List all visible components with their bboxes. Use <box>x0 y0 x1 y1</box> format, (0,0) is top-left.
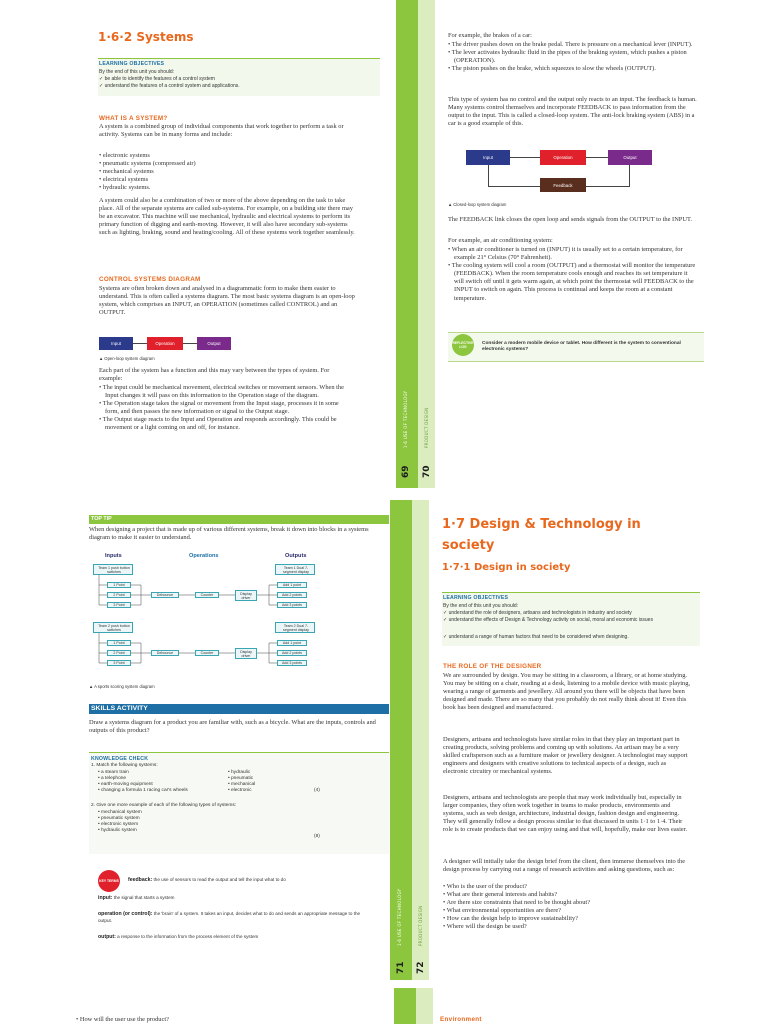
list-item: pneumatic systems (compressed air) <box>102 160 196 168</box>
team1-debounce: Debounce <box>151 592 179 598</box>
strip-label: PRODUCT DESIGN <box>424 407 429 448</box>
spread-3 <box>0 988 768 1024</box>
list-item: hydraulic systems. <box>102 184 151 192</box>
section-heading: Environment <box>440 1016 482 1023</box>
paragraph: The FEEDBACK link closes the open loop and sends signals from the OUTPUT to the INPUT. <box>448 216 693 223</box>
column-heading: Inputs <box>105 553 122 559</box>
key-term-feedback <box>128 877 368 884</box>
team1-1pt: 1 Point <box>107 582 131 588</box>
lo-line: By the end of this unit you should: <box>99 69 175 75</box>
section-heading: THE ROLE OF THE DESIGNER <box>443 663 542 670</box>
bullet-list: • The input could be mechanical movement, electrical switches or movement sensors. When the Input changes it will pass on this information to the Operation stage of the diagram. • The Operation stage takes the signal or movement from the Input stage, processes it in some form, and then passes the new information or signal to the Output stage. • The Output stage reacts to the Input and Operation and responds accordingly. This could be movement or a light coming on and off, for instance. <box>99 384 344 432</box>
paragraph: Systems are often broken down and analysed in a diagrammatic form to make them easier to understand. This is often called a systems diagram. The most basic systems diagram is an open-loop system, which comprises an INPUT, an OPERATION (sometimes called CONTROL) and an OUTPUT. <box>99 285 355 317</box>
list-item: hydraulic <box>231 770 251 775</box>
skills-activity-text: Draw a systems diagram for a product you are familiar with, such as a bicycle. What are the inputs, controls and outputs of this product? <box>89 719 376 735</box>
section-heading: CONTROL SYSTEMS DIAGRAM <box>99 276 201 283</box>
closed-loop-diagram <box>448 146 658 196</box>
term: operation (or control): <box>98 911 153 917</box>
list-item: electrical systems <box>102 176 149 184</box>
arrow <box>183 343 197 344</box>
top-tip-label: TOP TIP <box>91 516 112 522</box>
strip-label: 1·6 USE OF TECHNOLOGY <box>397 888 402 946</box>
list-item: earth-moving equipment <box>101 782 153 788</box>
list-item: mechanical <box>231 782 256 788</box>
team1-3pt: 3 Point <box>107 602 131 608</box>
strip-label: PRODUCT DESIGN <box>418 905 423 946</box>
section-heading: WHAT IS A SYSTEM? <box>99 115 168 122</box>
paragraph: A designer will initially take the design brief from the client, then immerse themselves into the design process by carrying out a range of research activities and asking questions, such as: <box>443 858 686 874</box>
lo-line: ✓ be able to identify the features of a control system <box>99 76 215 82</box>
page-number: 69 <box>401 465 411 478</box>
list-item: The driver pushes down on the brake pedal. There is pressure on a mechanical lever (INPUT). <box>451 41 693 48</box>
team2-add1: Add 1 point <box>277 640 307 646</box>
learning-objectives-heading: LEARNING OBJECTIVES <box>99 61 165 67</box>
page-number: 70 <box>422 465 432 478</box>
key-term-output <box>98 934 368 941</box>
list-item: electronic systems <box>102 152 150 159</box>
arrow <box>510 157 540 158</box>
definition: the use of sensors to read the output and tell the input what to do <box>153 877 286 882</box>
list-item: What environmental opportunities are there? <box>446 907 562 915</box>
figure-caption: ▲ A sports scoring system diagram <box>89 684 155 689</box>
lo-line: ✓ understand a range of human factors that need to be considered when designing. <box>443 634 629 640</box>
paragraph: A system is a combined group of individual components that work together to perform a task or activity. Systems can be in many forms and include: <box>99 123 344 139</box>
kc-q2-marks: (8) <box>314 834 320 839</box>
team2-add3: Add 3 points <box>277 660 307 666</box>
arrow <box>133 343 147 344</box>
page-title: 1·6·2 Systems <box>98 30 194 44</box>
team2-add2: Add 2 points <box>277 650 307 656</box>
list-item: mechanical systems <box>102 168 154 176</box>
list-item: changing a formula 1 racing car's wheels <box>101 788 188 794</box>
team1-switches: Team 1 push button switches <box>93 564 133 575</box>
diagram-connectors <box>89 550 339 680</box>
figure-caption: ▲ Open-loop system diagram <box>99 356 155 361</box>
team2-display: Team 2 Dual 7-segment display <box>275 622 315 633</box>
list-item: electronic <box>231 788 252 794</box>
list-item: a telephone <box>101 776 127 782</box>
operation-box: Operation <box>147 337 183 350</box>
page-72 <box>412 500 768 980</box>
knowledge-check-heading: KNOWLEDGE CHECK <box>91 756 149 762</box>
definition: the 'brain' of a system. It takes an input, decides what to do and sends an appropriate message to the output. <box>98 911 361 923</box>
paragraph: A system could also be a combination of two or more of the above depending on the task to take place. All of the separate systems are called sub-systems. For example, on a building site there may be an excavator. This machine will use mechanical, hydraulic and electrical systems to perform its primary function of digging and earth-moving. However, it will also have secondary sub-systems such as lighting, braking, sound and heating/cooling. All of these systems work together seamlessly. <box>99 197 355 237</box>
list-item: hydraulic system <box>101 828 137 834</box>
bullet-list: • The driver pushes down on the brake pedal. There is pressure on a mechanical lever (INPUT). • The lever activates hydraulic fluid in the pipes of the braking system, which pushes a piston (OPERATION). • The piston pushes on the brake, which squeezes to slow the wheels (OUTPUT). <box>448 41 693 73</box>
team1-add3: Add 3 points <box>277 602 307 608</box>
kc-q1-marks: (4) <box>314 788 320 793</box>
unit-title: 1·7·1 Design in society <box>442 562 571 573</box>
list-item: pneumatic system <box>101 816 140 822</box>
paragraph: Each part of the system has a function and this may vary between the types of system. For example: <box>99 367 330 383</box>
operation-box: Operation <box>540 150 586 165</box>
list-item: mechanical system <box>101 810 142 815</box>
spread-2 <box>0 500 768 980</box>
list-item: When an air conditioner is turned on (INPUT) it is usually set to a certain temperature, for example 21° Celsius (70° Fahrenheit). <box>451 246 683 262</box>
kc-question-1: 1. Match the following systems: <box>91 763 158 768</box>
page-number: 71 <box>396 961 406 974</box>
output-box: Output <box>197 337 231 350</box>
team2-debounce: Debounce <box>151 650 179 656</box>
top-tip-text: When designing a project that is made up of various different systems, break it down into blocks in a systems diagram to make it easier to understand. <box>89 526 369 542</box>
definition: the signal that starts a system <box>113 895 175 900</box>
team1-add2: Add 2 points <box>277 592 307 598</box>
input-box: Input <box>99 337 133 350</box>
page-71 <box>0 500 406 980</box>
paragraph: Designers, artisans and technologists are people that may work individually but, especially in larger companies, they often work together in teams to make products, environments and systems, such as web design, architecture, industrial design, fashion design and engineering. They will generally follow a design process similar to that discussed in units 1·1 to 1·4. Their role is to create products that we can enjoy using and that will, hopefully, make our lives easier. <box>443 794 688 834</box>
top-tip-bar <box>89 515 389 524</box>
team1-2pt: 2 Point <box>107 592 131 598</box>
bullet-list: • Who is the user of the product? • What are their general interests and habits? • Are there size constraints that need to be thought about? • What environmental opportunities are there? • How can the design help to improve sustainability? • Where will the design be used? <box>443 883 591 931</box>
page-70 <box>418 0 768 488</box>
page-number: 72 <box>416 961 426 974</box>
feedback-box: Feedback <box>540 178 586 192</box>
paragraph: For example, the brakes of a car: <box>448 32 532 39</box>
team2-2pt: 2 Point <box>107 650 131 656</box>
paragraph: Designers, artisans and technologists have similar roles in that they play an important part in creating products, solving problems and coming up with solutions. An artisan may be a very skilled craftsperson such as a furniture maker or jewellery designer. A technologist may support engineers and designers with creative solutions to technical aspects of a design, such as electronic circuitry or mechanical systems. <box>443 736 688 776</box>
paragraph: This type of system has no control and the output only reacts to an input. The feedback is human. Many systems control themselves and incorporate FEEDBACK to pass information from the output to the input. This is called a closed-loop system. The anti-lock braking system (ABS) in a car is a good example of this. <box>448 96 697 128</box>
team1-driver: Display driver <box>235 590 257 601</box>
figure-caption: ▲ Closed-loop system diagram <box>448 202 507 207</box>
list-item: Where will the design be used? <box>446 923 527 931</box>
learning-objectives-heading: LEARNING OBJECTIVES <box>443 595 509 601</box>
column-heading: Operations <box>189 553 219 559</box>
list-item: The Operation stage takes the signal or movement from the Input stage, processes it in some form, and then passes the new information or signal to the Output stage. <box>102 400 339 416</box>
team1-counter: Counter <box>195 592 219 598</box>
page-margin-strip <box>394 988 416 1024</box>
list-item: How can the design help to improve sustainability? <box>446 915 579 923</box>
list-item: a steam train <box>101 770 129 775</box>
definition: a response to the information from the process element of the system <box>117 934 259 939</box>
team1-display: Team 1 Dual 7-segment display <box>275 564 315 575</box>
list-item: electronic system <box>101 822 139 828</box>
input-box: Input <box>466 150 510 165</box>
kc-q1-left: • a steam train • a telephone • earth-moving equipment • changing a formula 1 racing car's wheels <box>98 770 188 794</box>
key-term-operation <box>98 911 368 924</box>
kc-q2-items: • mechanical system • pneumatic system • electronic system • hydraulic system <box>98 810 142 834</box>
paragraph: We are surrounded by design. You may be sitting in a classroom, a library, or at home studying. You may be sitting on a chair, reading at a desk, listening to a mobile device with music playing, wearing a range of garments and jewellery. All around you there will be objects that have been designed and made. There are so many that you probably do not really think about it! Even this book has been designed and manufactured. <box>443 672 691 712</box>
team2-switches: Team 2 push button switches <box>93 622 133 633</box>
list-item: Are there size constraints that need to be thought about? <box>446 899 591 907</box>
bullet-list: • electronic systems • pneumatic systems (compressed air) • mechanical systems • electrical systems • hydraulic systems. <box>99 152 196 192</box>
lo-line: ✓ understand the role of designers, artisans and technologists in industry and society <box>443 610 632 616</box>
arrow <box>586 157 608 158</box>
list-item: What are their general interests and habits? <box>446 891 558 899</box>
sports-scoring-diagram <box>89 550 339 680</box>
lo-line: ✓ understand the features of a control system and applications. <box>99 83 240 89</box>
team2-counter: Counter <box>195 650 219 656</box>
light-margin-strip <box>416 988 433 1024</box>
list-item: Who is the user of the product? <box>446 883 527 890</box>
list-item: The piston pushes on the brake, which squeezes to slow the wheels (OUTPUT). <box>451 65 656 73</box>
reflective-log-badge <box>452 334 474 356</box>
bullet-text: • How will the user use the product? <box>76 1016 169 1023</box>
key-terms-badge <box>98 870 120 892</box>
team2-3pt: 3 Point <box>107 660 131 666</box>
term: output: <box>98 934 116 940</box>
lo-line: By the end of this unit you should: <box>443 603 519 609</box>
team2-driver: Display driver <box>235 648 257 659</box>
list-item: The input could be mechanical movement, electrical switches or movement sensors. When the Input changes it will pass on this information to the Operation stage of the diagram. <box>102 384 344 400</box>
output-box: Output <box>608 150 652 165</box>
reflective-log-text: Consider a modern mobile device or tablet. How different is the system to conventional electronic systems? <box>482 341 681 352</box>
paragraph: For example, an air conditioning system: <box>448 237 553 244</box>
lo-line: ✓ understand the effects of Design & Technology activity on social, moral and economic issues <box>443 617 653 623</box>
spread-1 <box>0 0 768 488</box>
key-term-input <box>98 895 368 902</box>
skills-activity-label: SKILLS ACTIVITY <box>91 705 148 712</box>
key-terms-label: KEY TERMS <box>99 879 119 883</box>
bullet-list: • When an air conditioner is turned on (INPUT) it is usually set to a certain temperature, for example 21° Celsius (70° Fahrenheit). • The cooling system will cool a room (OUTPUT) and a thermostat will monitor the temperature (FEEDBACK). When the room temperature cools enough and reaches its set temperature it will switch off until it gets warm again, at which point the thermostat will FEEDBACK to the INPUT to switch on again. This process is continual and keeps the room at a constant temperature. <box>448 246 696 302</box>
kc-question-2: 2. Give one more example of each of the following types of systems: <box>91 803 237 808</box>
term: feedback: <box>128 877 153 883</box>
open-loop-diagram <box>99 334 249 354</box>
strip-label: 1·6 USE OF TECHNOLOGY <box>403 390 408 448</box>
column-heading: Outputs <box>285 553 307 559</box>
team2-1pt: 1 Point <box>107 640 131 646</box>
team1-add1: Add 1 point <box>277 582 307 588</box>
list-item: The cooling system will cool a room (OUTPUT) and a thermostat will monitor the temperature (FEEDBACK). When the room temperature cools enough and reaches its set temperature it will switch off until it gets warm again, at which point the thermostat will FEEDBACK to the INPUT to switch on again. This process is continual and keeps the room at a constant temperature. <box>451 262 696 302</box>
reflective-log-label: REFLECTIVE LOG <box>452 341 474 349</box>
chapter-title: 1·7 Design & Technology in society <box>442 517 641 553</box>
list-item: The lever activates hydraulic fluid in the pipes of the braking system, which pushes a piston (OPERATION). <box>451 49 687 65</box>
kc-q1-right: • hydraulic • pneumatic • mechanical • electronic <box>228 770 256 794</box>
list-item: pneumatic <box>231 776 254 782</box>
list-item: The Output stage reacts to the Input and Operation and responds accordingly. This could be movement or a light coming on and off, for instance. <box>102 416 337 432</box>
page-69 <box>0 0 411 488</box>
term: input: <box>98 895 113 901</box>
